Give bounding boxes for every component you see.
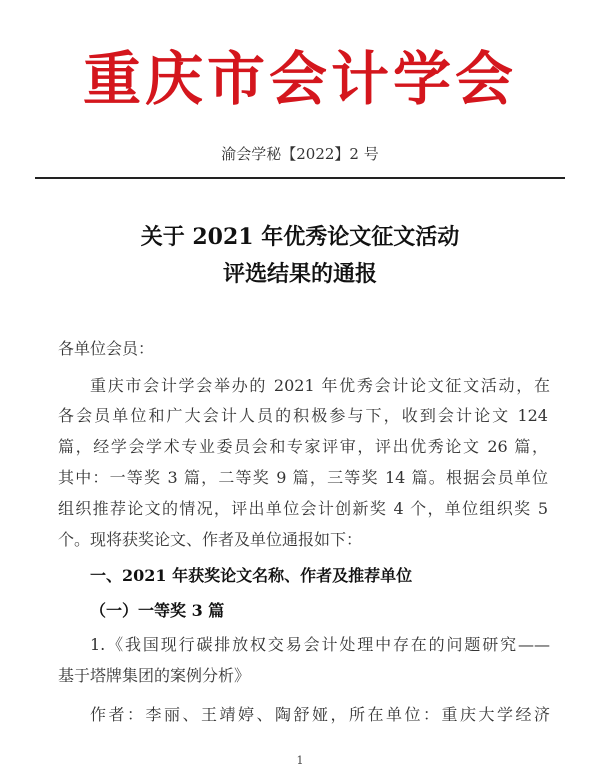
section-1-heading: 一、2021 年获奖论文名称、作者及推荐单位 <box>90 566 413 585</box>
award-item-1-authors: 作者：李丽、王靖婷、陶舒娅，所在单位：重庆大学经济 <box>90 705 550 724</box>
paragraph-line-3: 篇，经学会学术专业委员会和专家评审，评出优秀论文 26 篇， <box>58 437 548 456</box>
paragraph-line-5: 组织推荐论文的情况，评出单位会计创新奖 4 个，单位组织奖 5 <box>58 499 548 518</box>
header-divider <box>35 177 565 179</box>
award-item-1-title-line-1: 1.《我国现行碳排放权交易会计处理中存在的问题研究—— <box>90 635 550 654</box>
document-number: 渝会学秘【2022】2 号 <box>221 145 379 163</box>
paragraph-line-4: 其中：一等奖 3 篇，二等奖 9 篇，三等奖 14 篇。根据会员单位 <box>58 468 548 487</box>
paragraph-line-1: 重庆市会计学会举办的 2021 年优秀会计论文征文活动，在 <box>90 376 550 395</box>
award-item-1-title-line-2: 基于塔牌集团的案例分析》 <box>58 666 251 685</box>
paragraph-line-6: 个。现将获奖论文、作者及单位通报如下： <box>58 530 363 549</box>
page-number: 1 <box>296 754 304 767</box>
salutation: 各单位会员： <box>58 339 155 358</box>
organization-name: 重庆市会计学会 <box>82 45 517 113</box>
document-title-line-2: 评选结果的通报 <box>222 261 377 287</box>
paragraph-line-2: 各会员单位和广大会计人员的积极参与下，收到会计论文 124 <box>58 406 548 425</box>
document-title-line-1: 关于 2021 年优秀论文征文活动 <box>140 224 460 250</box>
subsection-1-heading: （一）一等奖 3 篇 <box>90 601 225 620</box>
